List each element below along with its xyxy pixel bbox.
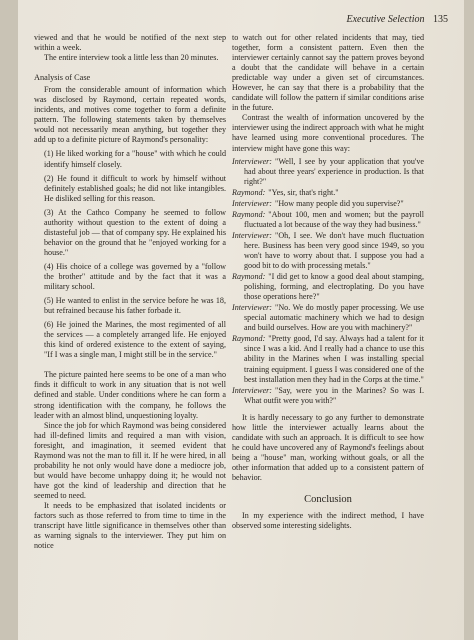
speaker: Interviewer: bbox=[232, 230, 273, 240]
since-paragraph: Since the job for which Raymond was being considered had ill-defined limits and required a man with vision, foresight, and imagination, it seemed evident that Raymond was not the man to fill it. If he were hired, in all probability he not only would have done a mediocre job, but would have become unhappy doing it; he would not have got the kind of leadership and direction that he seemed to need. bbox=[34, 420, 226, 500]
dialogue-line bbox=[232, 303, 424, 333]
dialogue-text: "Say, were you in the Marines? So was I. What outfit were you with?" bbox=[244, 385, 424, 405]
list-item: (4) His choice of a college was governed by a "follow the brother" attitude and by the fact that it was a military school. bbox=[44, 261, 226, 292]
contrast-paragraph: Contrast the wealth of information uncovered by the interviewer using the indirect approach with what he might have learned using more conventional procedures. The interview might have gone this way: bbox=[232, 113, 424, 153]
list-item: (5) He wanted to enlist in the service before he was 18, but refrained because his father forbade it. bbox=[44, 296, 226, 316]
dialogue-text: "Well, I see by your application that you've had about three years' experience in production. Is that right?" bbox=[244, 156, 424, 186]
dialogue-text: "I did get to know a good deal about stamping, polishing, forming, and electroplating. Do you have those operations here?" bbox=[244, 272, 424, 302]
needs-paragraph: It needs to be emphasized that isolated incidents or factors such as those referred to from time to time in the transcript have little significance in themselves other than as warning signals to the interviewer. They put him on notice bbox=[34, 500, 226, 551]
speaker: Interviewer: bbox=[232, 385, 273, 395]
dialogue-line bbox=[232, 199, 424, 209]
dialogue-text: "How many people did you supervise?" bbox=[275, 198, 404, 208]
list-item: (3) At the Cathco Company he seemed to follow authority without question to the extent of doing a distasteful job — that of company spy. He explained his behavior on the ground that he "enjoyed working for a house." bbox=[44, 207, 226, 257]
dialogue-line bbox=[232, 386, 424, 406]
page-number: 135 bbox=[433, 14, 448, 25]
list-item: (6) He joined the Marines, the most regimented of all the services — a completely arranged life. He enjoyed this kind of ordered existence to the extent of saying, "If I was a single man, I might still be in the service." bbox=[44, 320, 226, 360]
analysis-heading: Analysis of Case bbox=[34, 73, 91, 83]
list-item: (2) He found it difficult to work by himself without definitely established goals; he did not like intangibles. He disliked selling for this reason. bbox=[44, 173, 226, 203]
dialogue-text: "About 100, men and women; but the payroll fluctuated a lot because of the way they had business." bbox=[244, 209, 424, 229]
dialogue-text: "Oh, I see. We don't have much fluctuation here. Business has been very good since 1949, so you won't have to worry about that. I suppose you had a good bit to do with processing metals." bbox=[244, 230, 424, 271]
running-header bbox=[346, 14, 448, 25]
speaker: Interviewer: bbox=[232, 303, 273, 313]
dialogue-line bbox=[232, 334, 424, 384]
speaker: Raymond: bbox=[232, 209, 266, 219]
speaker: Raymond: bbox=[232, 187, 266, 197]
speaker: Raymond: bbox=[232, 334, 266, 344]
picture-paragraph: The picture painted here seems to be one of a man who finds it difficult to work in any situation that is not well defined and stable. Under conditions where he can form a strong identification with the company, he follows the leader with an almost blind, unquestioning loyalty. bbox=[34, 370, 226, 420]
analysis-paragraph: From the considerable amount of information which was disclosed by Raymond, certain repeated words, incidents, and motives come together to form a definite pattern. The following statements taken by themselves would not necessarily mean anything, but together they add up to a definite picture of Raymond's personality: bbox=[34, 85, 226, 145]
conclusion-heading: Conclusion bbox=[304, 494, 352, 506]
dialogue-block bbox=[232, 157, 424, 406]
speaker: Interviewer: bbox=[232, 198, 273, 208]
dialogue-line bbox=[232, 231, 424, 271]
continued-paragraph: to watch out for other related incidents that may, tied together, form a consistent pattern. Even then the interviewer certainly cannot say the pattern proves beyond a doubt that the candidate will behave in a certain predictable way under a given set of circumstances. However, he can say that there is a probability that the candidate will follow the pattern if similar conditions arise in the future. bbox=[232, 33, 424, 113]
dialogue-text: "No. We do mostly paper processing. We use special automatic machinery which we had to design and build ourselves. How are you with machinery?" bbox=[244, 303, 424, 333]
conclusion-paragraph: In my experience with the indirect method, I have observed some interesting sidelights. bbox=[232, 511, 424, 531]
dialogue-text: "Pretty good, I'd say. Always had a talent for it since I was a kid. And I really had a chance to use this ability in the Marines when I was installing special training equipment. I guess I was considered one of the best installation men they had in the Corps at the time." bbox=[244, 334, 424, 384]
list-item: (1) He liked working for a "house" with which he could identify himself closely. bbox=[44, 149, 226, 169]
speaker: Raymond: bbox=[232, 272, 266, 282]
left-column bbox=[34, 33, 226, 551]
running-title: Executive Selection bbox=[346, 14, 425, 25]
book-page bbox=[18, 0, 464, 640]
intro-paragraph: viewed and that he would be notified of the next step within a week. bbox=[34, 33, 226, 53]
hardly-paragraph: It is hardly necessary to go any further to demonstrate how little the interviewer actually learns about the candidate with such an approach. It is difficult to see how he could have uncovered any of Raymond's feelings about being a "house" man, working without goals, or all the other information that added up to a consistent pattern of behavior. bbox=[232, 412, 424, 482]
intro-paragraph-2: The entire interview took a little less than 20 minutes. bbox=[44, 53, 219, 63]
dialogue-line bbox=[232, 157, 424, 187]
dialogue-line bbox=[232, 188, 424, 198]
speaker: Interviewer: bbox=[232, 156, 273, 166]
dialogue-line bbox=[232, 272, 424, 302]
dialogue-line bbox=[232, 210, 424, 230]
dialogue-text: "Yes, sir, that's right." bbox=[268, 187, 339, 197]
spacer bbox=[34, 63, 226, 69]
right-column bbox=[232, 33, 424, 531]
